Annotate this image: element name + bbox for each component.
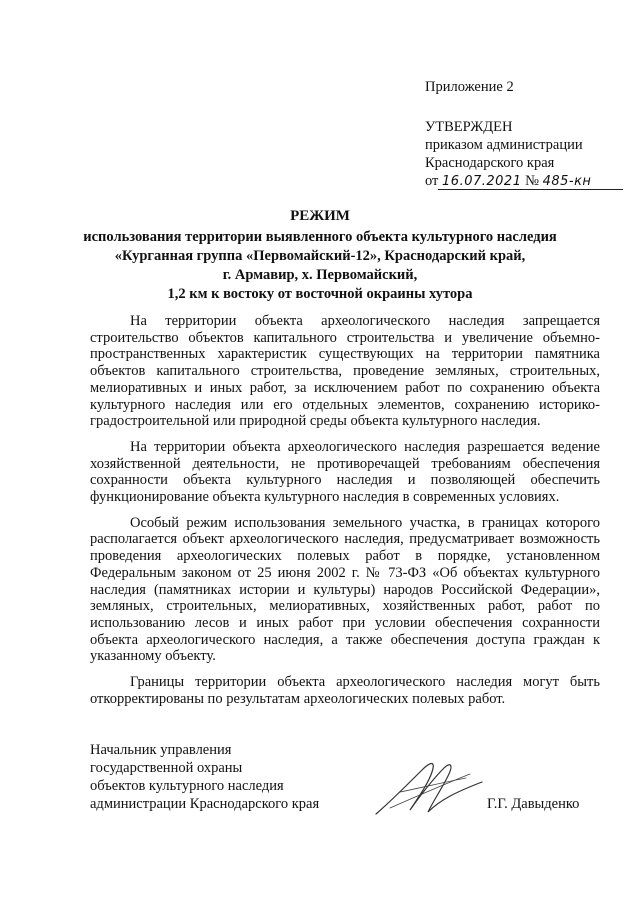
title-line-3: г. Армавир, х. Первомайский, xyxy=(222,267,418,283)
approved-label: УТВЕРЖДЕН xyxy=(425,119,513,135)
handwritten-signature xyxy=(370,752,490,822)
position-line-3: объектов культурного наследия xyxy=(90,778,284,794)
date-prefix: от xyxy=(425,173,439,189)
document-title xyxy=(60,207,580,304)
title-line-4: 1,2 км к востоку от восточной окраины хутора xyxy=(167,286,473,302)
position-line-4: администрации Краснодарского края xyxy=(90,796,320,812)
appendix-label: Приложение 2 xyxy=(425,79,514,95)
order-number: 485-кн xyxy=(542,174,592,189)
approval-block xyxy=(425,78,625,191)
order-date: 16.07.2021 xyxy=(442,174,522,189)
title-line-1: использования территории выявленного объекта культурного наследия xyxy=(83,229,557,245)
position-line-2: государственной охраны xyxy=(90,760,243,776)
date-underline xyxy=(438,189,623,190)
paragraph-2: На территории объекта археологического наследия разрешается ведение хозяйственной деятельности, не противоречащей требованиям обеспечения сохранности объекта культурного наследия и позволяющей обеспечить функционирование объекта культурного наследия в современных условиях. xyxy=(90,438,600,506)
paragraph-4: Границы территории объекта археологического наследия могут быть откорректированы по результатам археологических полевых работ. xyxy=(90,674,600,707)
paragraph-1: На территории объекта археологического наследия запрещается строительство объектов капитального строительства и увеличение объемно-пространственных характеристик существующих на территории памятника объектов капитального строительства, проведение земляных, строительных, мелиоративных и иных работ, за исключением работ по сохранению объекта культурного наследия или его отдельных элементов, сохранению историко-градостроительной или природной среды объекта культурного наследия. xyxy=(90,313,600,430)
position-line-1: Начальник управления xyxy=(90,742,232,758)
signature-position xyxy=(90,741,350,813)
paragraph-3: Особый режим использования земельного участка, в границах которого располагается объект археологического наследия, предусматривает возможность проведения археологических полевых работ в порядке, установленном Федеральным законом от 25 июня 2002 г. № 73-ФЗ «Об объектах культурного наследия (памятниках истории и культуры) народов Российской Федерации», земляных, строительных, мелиоративных, хозяйственных работ, работ по использованию лесов и иных работ при условии обеспечения сохранности объекта археологического наследия, а также обеспечения доступа граждан к указанному объекту. xyxy=(90,514,600,665)
order-line-1: приказом администрации xyxy=(425,137,583,153)
title-line-2: «Курганная группа «Первомайский-12», Краснодарский край, xyxy=(114,248,526,264)
document-body xyxy=(90,313,600,716)
title-heading: РЕЖИМ xyxy=(290,208,350,224)
number-sign: № xyxy=(525,173,539,189)
order-line-2: Краснодарского края xyxy=(425,155,555,171)
order-date-line xyxy=(425,172,625,191)
signatory-name: Г.Г. Давыденко xyxy=(487,796,580,812)
